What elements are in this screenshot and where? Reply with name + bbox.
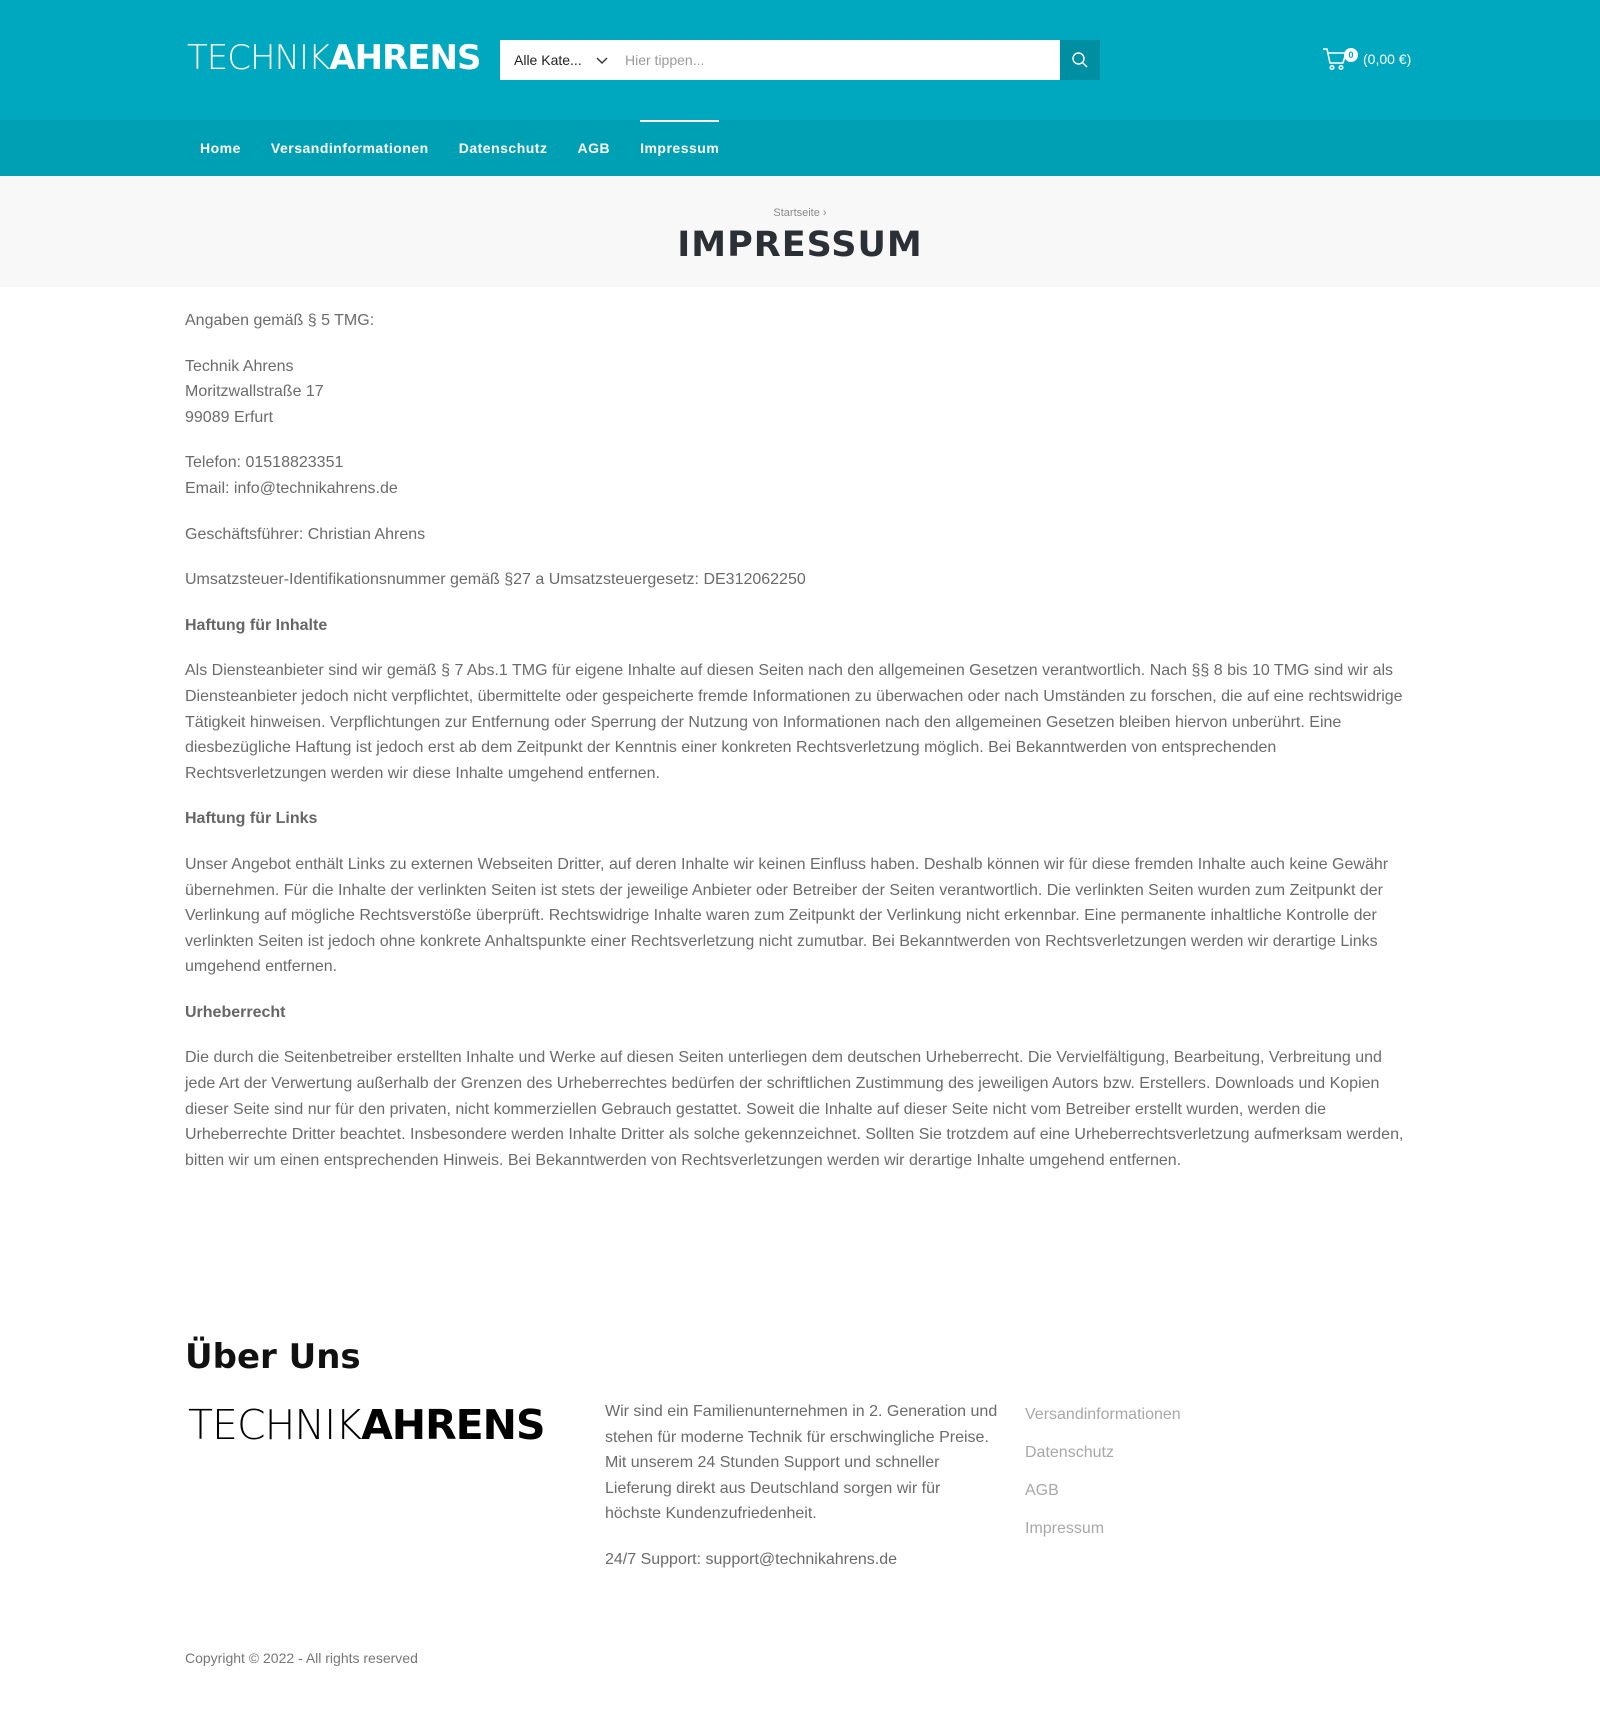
section-heading-urheberrecht: Urheberrecht — [185, 1003, 286, 1021]
intro-text: Angaben gemäß § 5 TMG: — [185, 312, 375, 329]
footer-logo — [188, 1401, 545, 1449]
impressum-content — [185, 308, 1415, 1193]
nav-item-home[interactable]: Home — [200, 140, 241, 156]
cart-total: (0,00 €) — [1363, 51, 1412, 67]
manager-text: Geschäftsführer: Christian Ahrens — [185, 525, 426, 543]
nav-item-impressum[interactable]: Impressum — [625, 120, 734, 176]
cart-count-badge: 0 — [1344, 48, 1358, 62]
search-bar — [500, 40, 1100, 80]
nav-item-versandinformationen[interactable]: Versandinformationen — [270, 140, 429, 156]
search-icon — [1071, 51, 1089, 69]
section-heading-haftung-links: Haftung für Links — [185, 810, 318, 828]
footer-title: Über Uns — [185, 1337, 361, 1377]
company-name: Technik Ahrens — [185, 357, 294, 375]
site-header — [0, 0, 1600, 120]
site-logo[interactable] — [187, 38, 480, 78]
footer-logo-light-text: TECHNIK — [188, 1401, 362, 1449]
search-input[interactable] — [617, 40, 1060, 80]
footer-about — [605, 1399, 1000, 1593]
main-navigation — [0, 120, 1600, 176]
chevron-down-icon — [594, 52, 610, 68]
footer-support-text: 24/7 Support: support@technikahrens.de — [605, 1550, 897, 1568]
nav-item-datenschutz[interactable]: Datenschutz — [458, 140, 548, 156]
section-heading-haftung-inhalte: Haftung für Inhalte — [185, 616, 328, 634]
footer-link-impressum[interactable]: Impressum — [1025, 1520, 1105, 1537]
city-address: 99089 Erfurt — [185, 408, 274, 426]
logo-bold-text: AHRENS — [329, 38, 481, 78]
footer-logo-bold-text: AHRENS — [361, 1401, 545, 1449]
page-header — [0, 176, 1600, 287]
footer-link-agb[interactable]: AGB — [1025, 1482, 1059, 1499]
section-text-haftung-links: Unser Angebot enthält Links zu externen Webseiten Dritter, auf deren Inhalte wir keinen Einfluss haben. Deshalb können wir für diese fremden Inhalte auch keine Gewähr übernehmen. Für die Inhalte der verlinkten Seiten ist stets der jeweilige Anbieter oder Betreiber der Seiten verantwortlich. Die verlinkten Seiten wurden zum Zeitpunkt der Verlinkung auf mögliche Rechtsverstöße überprüft. Rechtswidrige Inhalte waren zum Zeitpunkt der Verlinkung nicht erkennbar. Eine permanente inhaltliche Kontrolle der verlinkten Seiten ist jedoch ohne konkrete Anhaltspunkte einer Rechtsverletzung nicht zumutbar. Bei Bekanntwerden von Rechtsverletzungen werden wir derartige Links umgehend entfernen. — [185, 855, 1389, 976]
search-button[interactable] — [1060, 40, 1100, 80]
category-select[interactable] — [500, 40, 617, 80]
phone-text: Telefon: 01518823351 — [185, 454, 344, 472]
breadcrumb — [0, 207, 1600, 219]
address-block — [185, 354, 1415, 431]
cart-button[interactable] — [1322, 47, 1411, 71]
section-text-urheberrecht: Die durch die Seitenbetreiber erstellten Inhalte und Werke auf diesen Seiten unterliegen dem deutschen Urheberrecht. Die Vervielfältigung, Bearbeitung, Verbreitung und jede Art der Verwertung außerhalb der Grenzen des Urheberrechtes bedürfen der schriftlichen Zustimmung des jeweiligen Autors bzw. Erstellers. Downloads und Kopien dieser Seite sind nur für den privaten, nicht kommerziellen Gebrauch gestattet. Soweit die Inhalte auf dieser Seite nicht vom Betreiber erstellt wurden, werden die Urheberrechte Dritter beachtet. Insbesondere werden Inhalte Dritter als solche gekennzeichnet. Sollten Sie trotzdem auf eine Urheberrechtsverletzung aufmerksam werden, bitten wir um einen entsprechenden Hinweis. Bei Bekanntwerden von Rechtsverletzungen werden wir derartige Inhalte umgehend entfernen. — [185, 1049, 1404, 1169]
copyright-text: Copyright © 2022 - All rights reserved — [185, 1650, 418, 1666]
section-text-haftung-inhalte: Als Diensteanbieter sind wir gemäß § 7 Abs.1 TMG für eigene Inhalte auf diesen Seiten nach den allgemeinen Gesetzen verantwortlich. Nach §§ 8 bis 10 TMG sind wir als Diensteanbieter jedoch nicht verpflichtet, übermittelte oder gespeicherte fremde Informationen zu überwachen oder nach Umständen zu forschen, die auf eine rechtswidrige Tätigkeit hinweisen. Verpflichtungen zur Entfernung oder Sperrung der Nutzung von Informationen nach den allgemeinen Gesetzen bleiben hiervon unberührt. Eine diesbezügliche Haftung ist jedoch erst ab dem Zeitpunkt der Kenntnis einer konkreten Rechtsverletzung möglich. Bei Bekanntwerden von entsprechenden Rechtsverletzungen werden wir diese Inhalte umgehend entfernen. — [185, 662, 1403, 782]
category-select-label: Alle Kate... — [514, 52, 582, 68]
contact-block — [185, 450, 1415, 501]
footer-link-versandinformationen[interactable]: Versandinformationen — [1025, 1406, 1181, 1423]
footer-links — [1025, 1406, 1181, 1558]
page-title: IMPRESSUM — [677, 225, 923, 265]
email-text: Email: info@technikahrens.de — [185, 479, 398, 497]
logo-light-text: TECHNIK — [187, 38, 330, 78]
nav-item-agb[interactable]: AGB — [577, 140, 611, 156]
breadcrumb-home-link[interactable]: Startseite — [773, 207, 820, 219]
street-address: Moritzwallstraße 17 — [185, 383, 324, 401]
footer-about-text: Wir sind ein Familienunternehmen in 2. Generation und stehen für moderne Technik für erschwingliche Preise. Mit unserem 24 Stunden Support und schneller Lieferung direkt aus Deutschland sorgen wir für höchste Kundenzufriedenheit. — [605, 1403, 998, 1523]
footer-link-datenschutz[interactable]: Datenschutz — [1025, 1444, 1114, 1461]
breadcrumb-separator-icon: › — [822, 207, 827, 219]
vat-text: Umsatzsteuer-Identifikationsnummer gemäß §27 a Umsatzsteuergesetz: DE312062250 — [185, 571, 806, 589]
